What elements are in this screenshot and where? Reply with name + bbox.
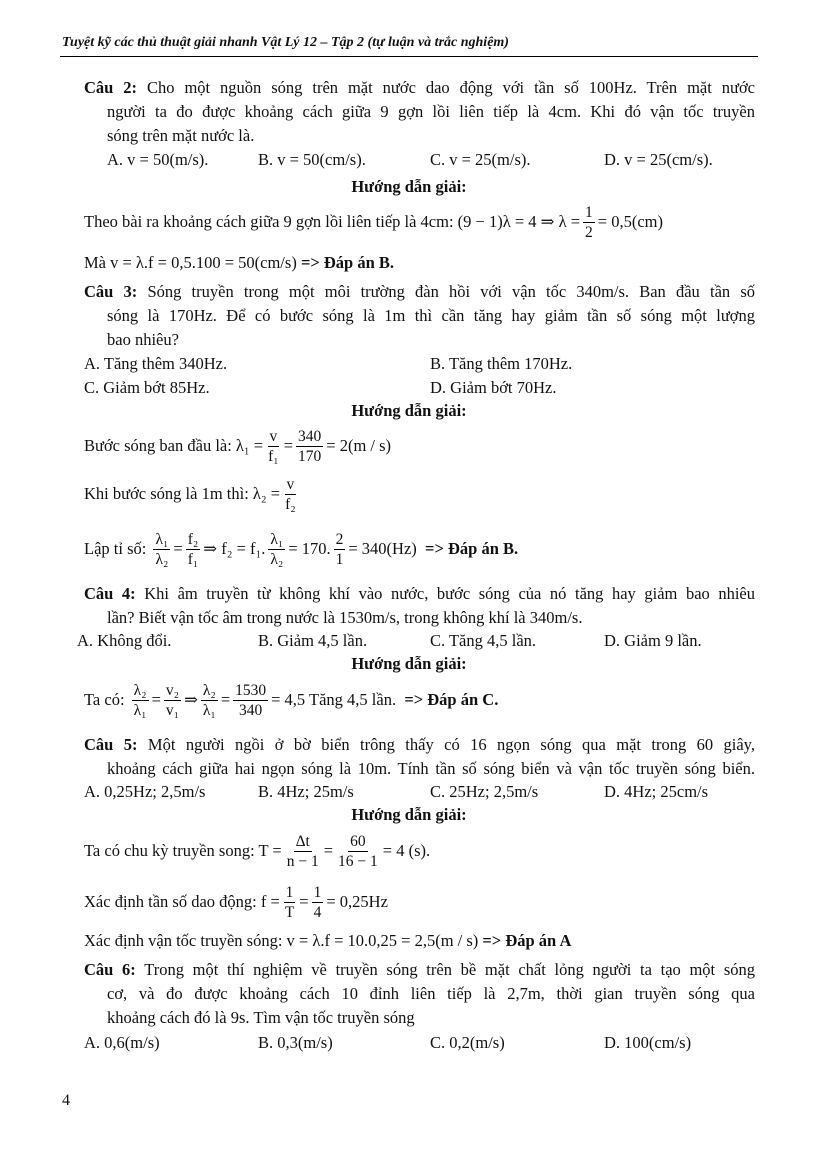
solution-text: = 4 (s). <box>382 841 431 860</box>
answer: => Đáp án B. <box>425 539 519 558</box>
denominator: 4 <box>313 903 322 921</box>
question-3-line: bao nhiêu? <box>107 330 179 349</box>
fraction <box>153 530 170 569</box>
question-label: Câu 3: <box>84 282 138 301</box>
question-2-line <box>84 76 755 100</box>
question-label: Câu 2: <box>84 78 138 97</box>
denominator: T <box>284 903 295 921</box>
option-d: D. 100(cm/s) <box>604 1033 692 1052</box>
fraction <box>296 427 323 466</box>
fraction <box>268 530 285 569</box>
question-4-line: lần? Biết vận tốc âm trong nước là 1530m/s, trong không khí là 340m/s. <box>107 608 583 627</box>
option-d: D. Giảm 9 lần. <box>604 631 702 650</box>
numerator: λ₂ <box>202 681 216 699</box>
solution-text: = 2(m / s) <box>326 436 392 455</box>
solution-line: Lập tỉ số: $\frac{\text{λ₁}}{\text{λ₂}}$ = $\frac{\text{f₂}}{\text{f₁}}$ ⇒ f₂ = f₁. $\frac{\text{λ₁}}{\text{λ₂}}$ = 170. $\frac{2}{1}$ = 340(Hz) => Đáp án B. <box>84 530 519 568</box>
question-6-line: khoảng cách đó là 9s. Tìm vận tốc truyền sóng <box>107 1008 415 1027</box>
option-b: B. 0,3(m/s) <box>258 1033 333 1052</box>
option-d: D. Giảm bớt 70Hz. <box>430 378 557 397</box>
numerator: λ₁ <box>155 530 169 548</box>
denominator: λ₂ <box>270 550 284 568</box>
answer: => Đáp án B. <box>300 253 395 272</box>
denominator: f₁ <box>268 447 279 465</box>
solution-line: Ta có chu kỳ truyền song: T = $\frac{\Delta t}{n - 1}$ = $\frac{60}{16 - 1}$ = 4 (s). <box>84 832 431 870</box>
solution-text: = 170. <box>288 539 331 558</box>
fraction <box>233 681 268 720</box>
guide-title: Hướng dẫn giải: <box>351 654 467 673</box>
option-c: C. 0,2(m/s) <box>430 1033 505 1052</box>
question-4-line <box>84 582 755 606</box>
option-c: C. Tăng 4,5 lần. <box>430 631 537 650</box>
solution-text: Ta có chu kỳ truyền song: T = <box>84 841 282 860</box>
option-a: A. v = 50(m/s). <box>107 150 209 169</box>
question-3-line: sóng là 170Hz. Để có bước sóng là 1m thì cần tăng hay giảm tần số sóng một lượng <box>107 306 755 325</box>
denominator: 16 − 1 <box>338 852 378 870</box>
question-label: Câu 4: <box>84 584 136 603</box>
guide-title: Hướng dẫn giải: <box>351 805 467 824</box>
fraction <box>583 203 595 242</box>
numerator: 1 <box>313 883 322 901</box>
solution-line: Bước sóng ban đầu là: λ₁ = $\frac{v}{\text{f₁}}$ = $\frac{340}{170}$ = 2(m / s) <box>84 427 392 465</box>
numerator: 1 <box>585 203 593 221</box>
solution-line <box>84 469 301 519</box>
question-text: Sóng truyền trong một môi trường đàn hồi với vận tốc 340m/s. Ban đầu tần số <box>137 282 755 301</box>
option-a: A. 0,25Hz; 2,5m/s <box>84 782 206 801</box>
option-a: A. Không đổi. <box>77 631 172 650</box>
solution-text: = 0,5(cm) <box>597 212 663 231</box>
fraction <box>266 427 281 466</box>
solution-text: ⇒ f₂ = f₁. <box>203 539 266 558</box>
solution-text: Xác định tần số dao động: f = <box>84 892 280 911</box>
numerator: Δt <box>295 832 310 850</box>
question-6-line: cơ, và đo được khoảng cách 10 đỉnh liên tiếp là 2,7m, thời gian truyền sóng qua <box>107 984 755 1003</box>
denominator: v₁ <box>165 701 180 719</box>
fraction <box>283 475 298 514</box>
numerator: f₂ <box>187 530 199 548</box>
denominator: 1 <box>335 550 344 568</box>
fraction <box>285 832 321 871</box>
solution-line: Ta có: $\frac{\text{λ₂}}{\text{λ₁}}$ = $\frac{\text{v₂}}{\text{v₁}}$ ⇒ $\frac{\text{λ₂}}{\text{λ₁}}$ = $\frac{1530}{340}$ = 4,5 Tăng 4,5 lần. => Đáp án C. <box>84 681 499 719</box>
denominator: 340 <box>239 701 263 719</box>
option-b: B. Tăng thêm 170Hz. <box>430 354 573 373</box>
solution-text: Xác định vận tốc truyền sóng: v = λ.f = 10.0,25 = 2,5(m / s) <box>84 931 479 950</box>
denominator: 170 <box>298 447 322 465</box>
solution-text: Khi bước sóng là 1m thì: λ₂ = <box>84 484 281 503</box>
denominator: λ₁ <box>202 701 216 719</box>
denominator: λ₂ <box>155 550 169 568</box>
question-2-line: sóng trên mặt nước là. <box>107 126 255 145</box>
solution-text: = 340(Hz) <box>348 539 417 558</box>
question-text: Khi âm truyền từ không khí vào nước, bước sóng của nó tăng hay giảm bao nhiêu <box>135 584 755 603</box>
solution-text: = 4,5 Tăng 4,5 lần. <box>271 690 397 709</box>
answer: => Đáp án A <box>482 931 572 950</box>
option-b: B. 4Hz; 25m/s <box>258 782 354 801</box>
numerator: v₂ <box>165 681 180 699</box>
fraction <box>164 681 181 720</box>
option-b: B. Giảm 4,5 lần. <box>258 631 368 650</box>
question-6-line <box>84 958 755 982</box>
denominator: 2 <box>585 223 593 241</box>
fraction <box>132 681 149 720</box>
question-5-line <box>84 733 755 757</box>
guide-title: Hướng dẫn giải: <box>351 177 467 196</box>
numerator: 1530 <box>235 681 267 699</box>
denominator: λ₁ <box>133 701 147 719</box>
option-c: C. v = 25(m/s). <box>430 150 531 169</box>
question-text: Trong một thí nghiệm về truyền sóng trên bề mặt chất lỏng người ta tạo một sóng <box>135 960 755 979</box>
numerator: 2 <box>335 530 344 548</box>
question-label: Câu 6: <box>84 960 136 979</box>
denominator: f₁ <box>187 550 199 568</box>
solution-text: Mà v = λ.f = 0,5.100 = 50(cm/s) <box>84 253 297 272</box>
solution-text: Ta có: <box>84 690 125 709</box>
solution-text: Lập tỉ số: <box>84 539 147 558</box>
numerator: λ₂ <box>133 681 147 699</box>
question-3-line <box>84 280 755 304</box>
solution-text: Bước sóng ban đầu là: λ₁ = <box>84 436 264 455</box>
option-b: B. v = 50(cm/s). <box>258 150 366 169</box>
answer: => Đáp án C. <box>404 690 499 709</box>
option-c: C. 25Hz; 2,5m/s <box>430 782 539 801</box>
numerator: v <box>286 475 295 493</box>
question-label: Câu 5: <box>84 735 138 754</box>
numerator: 340 <box>298 427 322 445</box>
question-2-line: người ta đo được khoảng cách giữa 9 gợn lồi liên tiếp là 4cm. Khi đó vận tốc truyền <box>107 102 755 121</box>
solution-text: ⇒ <box>184 690 198 709</box>
fraction <box>334 530 346 569</box>
fraction <box>186 530 201 569</box>
question-5-line: khoảng cách giữa hai ngọn sóng là 10m. Tính tần số sóng biển và vận tốc truyền sóng biển. <box>107 759 755 778</box>
question-text: Một người ngồi ở bờ biển trông thấy có 16 ngọn sóng qua mặt trong 60 giây, <box>137 735 755 754</box>
option-d: D. 4Hz; 25cm/s <box>604 782 709 801</box>
fraction <box>336 832 380 871</box>
header-divider <box>60 56 758 57</box>
numerator: 60 <box>350 832 366 850</box>
solution-line: Xác định tần số dao động: f = $\frac{1}{T}$ = $\frac{1}{4}$ = 0,25Hz <box>84 883 388 921</box>
guide-title: Hướng dẫn giải: <box>351 401 467 420</box>
page-number: 4 <box>62 1092 70 1109</box>
option-c: C. Giảm bớt 85Hz. <box>84 378 210 397</box>
solution-text: = 0,25Hz <box>326 892 388 911</box>
numerator: v <box>269 427 278 445</box>
option-a: A. 0,6(m/s) <box>84 1033 160 1052</box>
option-d: D. v = 25(cm/s). <box>604 150 713 169</box>
denominator: n − 1 <box>286 852 319 870</box>
denominator: f₂ <box>285 495 296 513</box>
fraction <box>201 681 218 720</box>
numerator: 1 <box>285 883 294 901</box>
option-a: A. Tăng thêm 340Hz. <box>84 354 228 373</box>
running-header: Tuyệt kỹ các thủ thuật giải nhanh Vật Lý 12 – Tập 2 (tự luận và trắc nghiệm) <box>62 35 509 50</box>
solution-text: Theo bài ra khoảng cách giữa 9 gợn lồi liên tiếp là 4cm: (9 − 1)λ = 4 ⇒ λ = <box>84 212 581 231</box>
numerator: λ₁ <box>270 530 284 548</box>
question-text: Cho một nguồn sóng trên mặt nước dao động với tần số 100Hz. Trên mặt nước <box>137 78 755 97</box>
